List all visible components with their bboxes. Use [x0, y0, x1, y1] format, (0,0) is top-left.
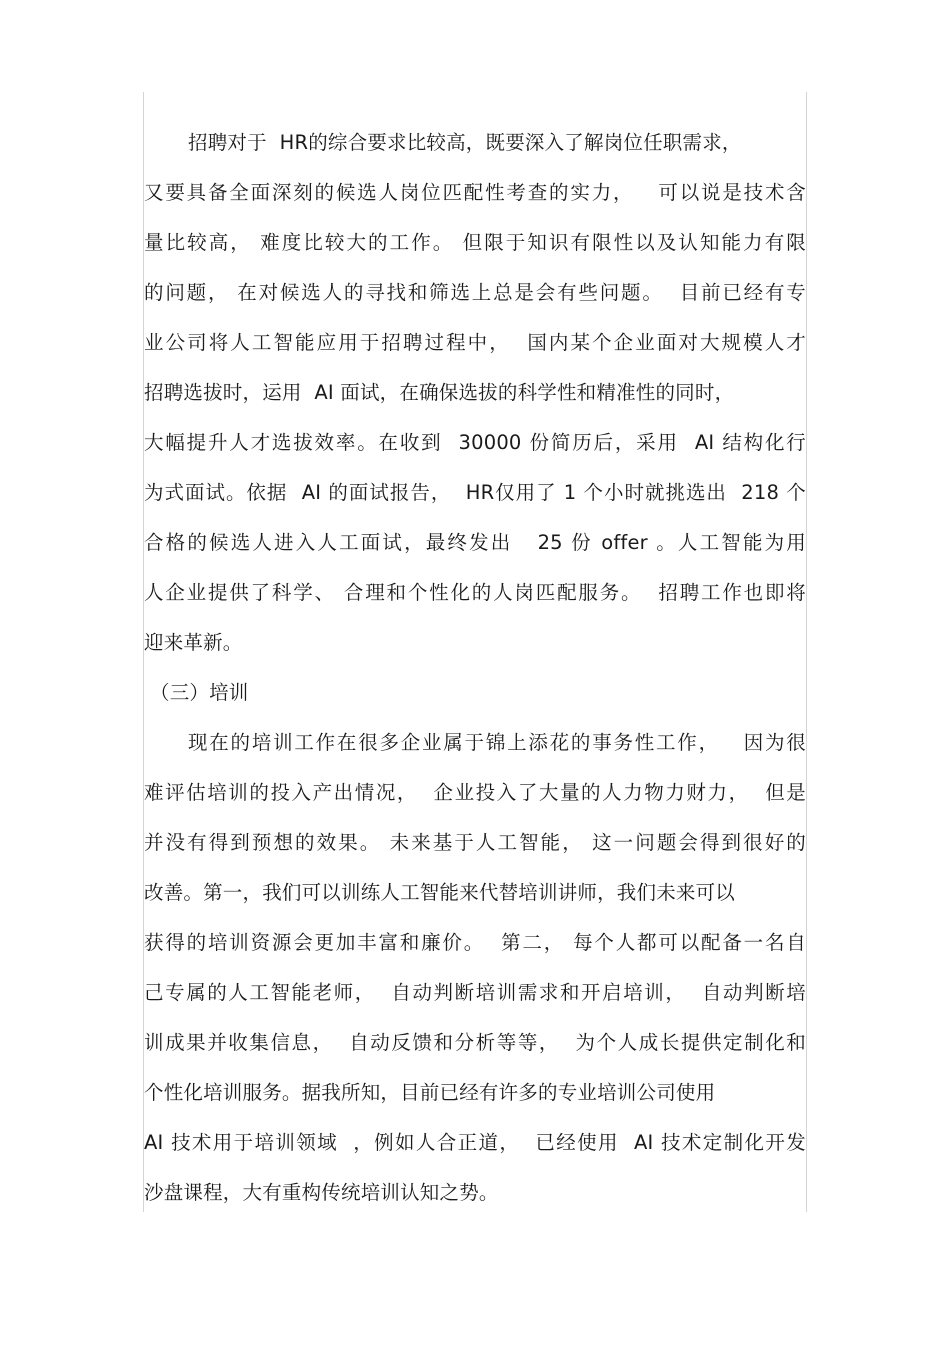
text-line: 训成果并收集信息， 自动反馈和分析等等， 为个人成长提供定制化和	[144, 1031, 806, 1054]
text-line: 业公司将人工智能应用于招聘过程中， 国内某个企业面对大规模人才	[144, 331, 806, 354]
text-line: 迎来革新。	[144, 631, 243, 654]
page-right-border	[806, 92, 807, 1212]
text-line: 招聘选拔时，运用 AI 面试，在确保选拔的科学性和精准性的同时，	[144, 381, 735, 404]
text-line: 沙盘课程，大有重构传统培训认知之势。	[144, 1181, 499, 1204]
text-line: 并没有得到预想的效果。 未来基于人工智能， 这一问题会得到很好的	[144, 831, 806, 854]
text-line: 现在的培训工作在很多企业属于锦上添花的事务性工作， 因为很	[188, 731, 806, 754]
text-line: 人企业提供了科学、 合理和个性化的人岗匹配服务。 招聘工作也即将	[144, 581, 806, 604]
text-line: 招聘对于 HR的综合要求比较高，既要深入了解岗位任职需求，	[188, 131, 742, 154]
text-line: 合格的候选人进入人工面试，最终发出 25 份 offer 。人工智能为用	[144, 531, 806, 554]
text-line: 改善。第一，我们可以训练人工智能来代替培训讲师，我们未来可以	[144, 881, 736, 904]
text-line: 为式面试。依据 AI 的面试报告， HR仅用了 1 个小时就挑选出 218 个	[144, 481, 806, 504]
text-line: 己专属的人工智能老师， 自动判断培训需求和开启培训， 自动判断培	[144, 981, 806, 1004]
text-line: 个性化培训服务。据我所知，目前已经有许多的专业培训公司使用	[144, 1081, 716, 1104]
text-line: 大幅提升人才选拔效率。在收到 30000 份简历后，采用 AI 结构化行	[144, 431, 806, 454]
text-line: 难评估培训的投入产出情况， 企业投入了大量的人力物力财力， 但是	[144, 781, 806, 804]
text-line: 获得的培训资源会更加丰富和廉价。 第二， 每个人都可以配备一名自	[144, 931, 806, 954]
document-body	[144, 118, 806, 1218]
text-line: 的问题， 在对候选人的寻找和筛选上总是会有些问题。 目前已经有专	[144, 281, 806, 304]
text-line: 量比较高， 难度比较大的工作。 但限于知识有限性以及认知能力有限	[144, 231, 806, 254]
paragraph-recruitment	[144, 118, 806, 668]
section-heading: （三）培训	[150, 681, 249, 704]
text-line: AI 技术用于培训领域 ，例如人合正道， 已经使用 AI 技术定制化开发	[144, 1131, 806, 1154]
paragraph-training	[144, 718, 806, 1218]
text-line: 又要具备全面深刻的候选人岗位匹配性考查的实力， 可以说是技术含	[144, 181, 806, 204]
